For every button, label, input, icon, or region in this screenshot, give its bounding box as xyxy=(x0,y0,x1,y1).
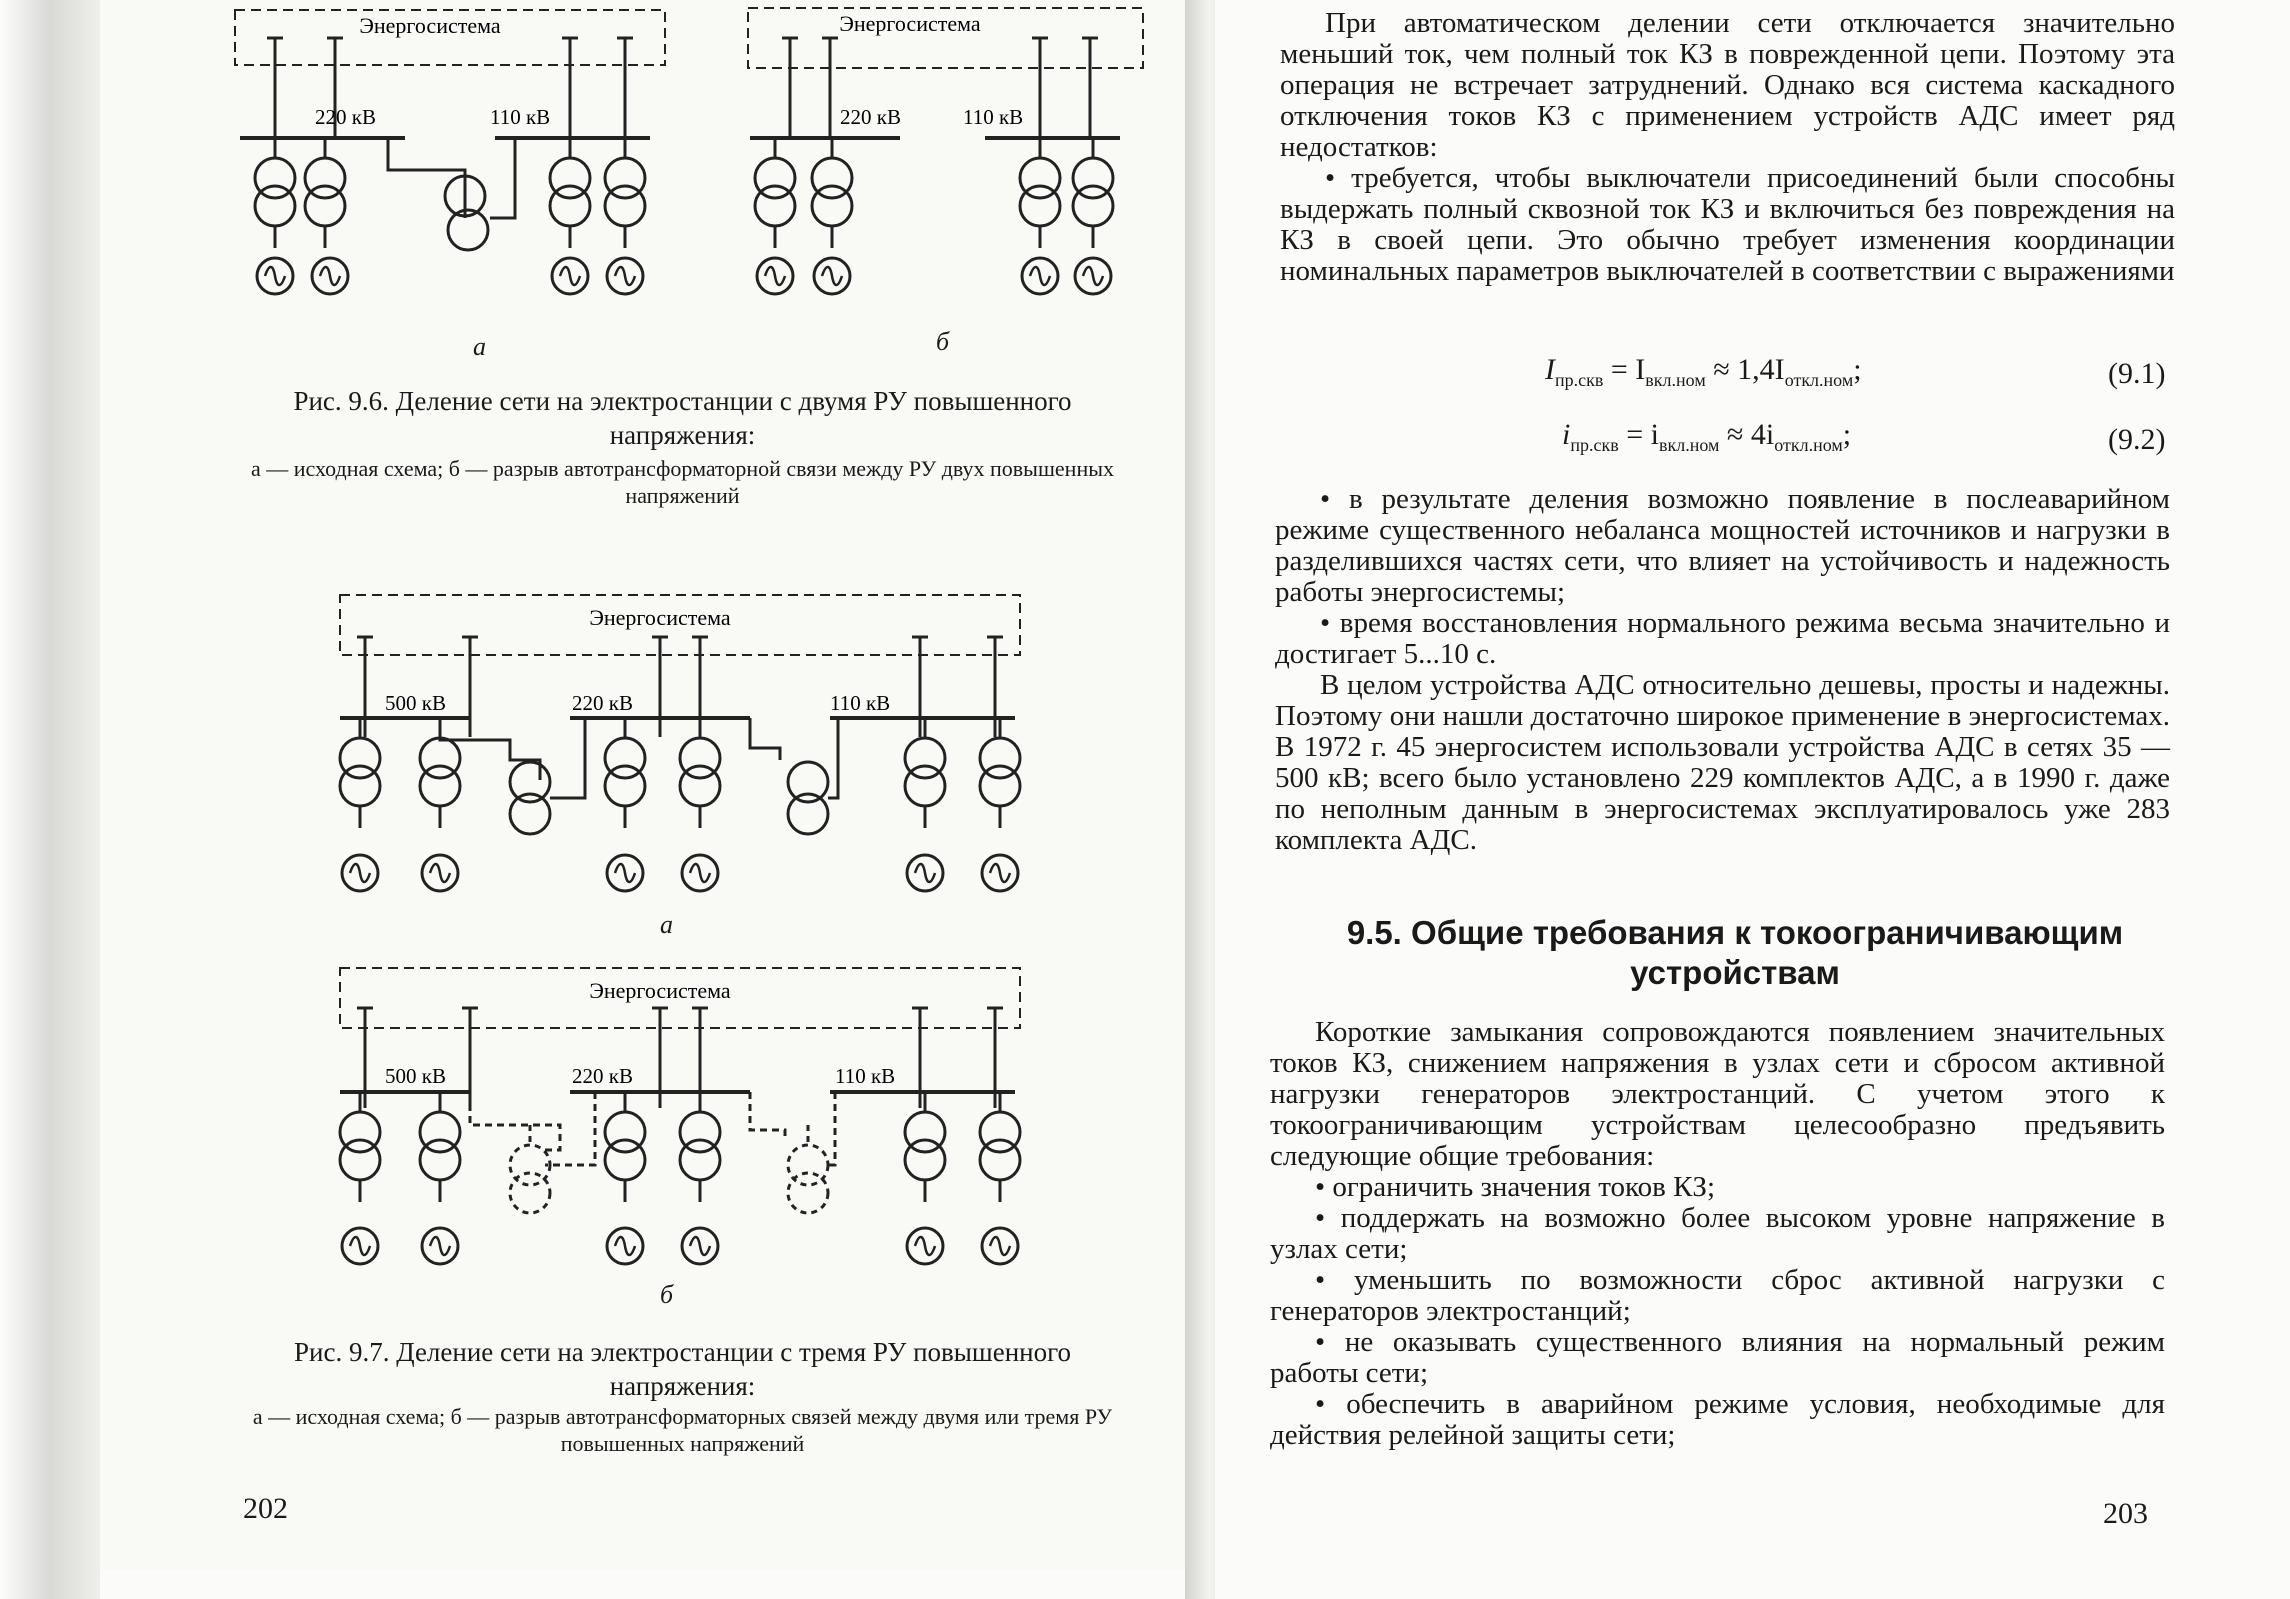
fig96a-110kv: 110 кВ xyxy=(490,105,551,129)
fig96-letter-a: а xyxy=(473,332,486,361)
fig97b-110kv: 110 кВ xyxy=(835,1064,896,1088)
requirements-intro: Короткие замыкания сопровождаются появлением значительных токов КЗ, снижением напряжения в узлах сети и сбросом активной нагрузки генераторов электростанций. С учетом этого к токоограничивающим устройствам целесообразно предъявить следующие общие требования: xyxy=(1270,1016,2165,1172)
fig97a-110kv: 110 кВ xyxy=(830,691,891,715)
fig97b-system-label: Энергосистема xyxy=(589,978,731,1003)
requirement-1: • ограничить значения токов КЗ; xyxy=(1315,1171,1716,1203)
bullet-restore-time: • время восстановления нормального режима весьма значительно и достигает 5...10 с. xyxy=(1275,607,2170,670)
intro-paragraph: При автоматическом делении сети отключается значительно меньший ток, чем полный ток КЗ в поврежденной цепи. Поэтому эта операция не встречает затруднений. Однако вся система каскадного отключения токов КЗ с применением устройств АДС имеет ряд недостатков: xyxy=(1280,7,2175,163)
section-heading-9-5: 9.5. Общие требования к токоограничивающим устройствам xyxy=(1346,914,2124,991)
bullet-breakers: • требуется, чтобы выключатели присоединений были способны выдержать полный сквозной ток КЗ и включиться без повреждения на КЗ в своей цепи. Это обычно требует изменения координации номинальных параметров выключателей в соответствии с выражениями xyxy=(1280,162,2175,287)
fig96a-system-label: Энергосистема xyxy=(359,13,501,38)
fig97a-220kv: 220 кВ xyxy=(572,691,633,715)
fig97a-system-label: Энергосистема xyxy=(589,605,731,630)
requirement-2: • поддержать на возможно более высоком уровне напряжение в узлах сети; xyxy=(1270,1202,2165,1265)
fig-9-7b-schematic xyxy=(340,968,1020,1264)
fig97-letter-b: б xyxy=(660,1280,674,1309)
right-page-body-bottom xyxy=(1270,1017,2165,1451)
right-page-body-top xyxy=(1280,8,2175,287)
fig97-letter-a: а xyxy=(660,910,673,939)
fig-9-6b-schematic xyxy=(748,8,1143,294)
fig97-subcaption: а — исходная схема; б — разрыв автотрансформаторных связей между двумя или тремя РУ повышенных напряжений xyxy=(252,1404,1113,1456)
formula-9-1: $I_{пр.скв} = I_{вкл.ном} \approx 1,4I_{откл.ном}$; xyxy=(1545,353,1862,390)
fig96b-110kv: 110 кВ xyxy=(963,105,1024,129)
fig96b-system-label: Энергосистема xyxy=(839,11,981,36)
requirement-4: • не оказывать существенного влияния на нормальный режим работы сети; xyxy=(1270,1326,2165,1389)
right-page-body-mid xyxy=(1275,484,2170,856)
formula-9-2-number: (9.2) xyxy=(2108,423,2166,456)
formula-9-2: $i_{пр.скв} = i_{вкл.ном} \approx 4i_{откл.ном}$; xyxy=(1562,418,1852,455)
bullet-imbalance: • в результате деления возможно появление в послеаварийном режиме существенного небаланса мощностей источников и нагрузки в разделившихся частях сети, что влияет на устойчивость и надежность работы энергосистемы; xyxy=(1275,483,2170,608)
requirement-5: • обеспечить в аварийном режиме условия, необходимые для действия релейной защиты сети; xyxy=(1270,1388,2165,1451)
fig96-caption: Рис. 9.6. Деление сети на электростанции с двумя РУ повышенного напряжения: xyxy=(293,386,1072,450)
page-number-left: 202 xyxy=(243,1492,288,1525)
fig96a-220kv: 220 кВ xyxy=(315,105,376,129)
fig97a-500kv: 500 кВ xyxy=(385,691,446,715)
page-number-right: 203 xyxy=(2103,1497,2148,1530)
fig-9-6a-schematic xyxy=(235,10,665,294)
fig96-letter-b: б xyxy=(936,327,950,356)
requirement-3: • уменьшить по возможности сброс активной нагрузки с генераторов электростанций; xyxy=(1270,1264,2165,1327)
fig96b-220kv: 220 кВ xyxy=(840,105,901,129)
fig97-caption: Рис. 9.7. Деление сети на электростанции с тремя РУ повышенного напряжения: xyxy=(294,1337,1071,1401)
fig97b-220kv: 220 кВ xyxy=(572,1064,633,1088)
formula-9-1-number: (9.1) xyxy=(2108,357,2166,390)
fig97b-500kv: 500 кВ xyxy=(385,1064,446,1088)
summary-paragraph: В целом устройства АДС относительно дешевы, просты и надежны. Поэтому они нашли достаточно широкое применение в энергосистемах. В 1972 г. 45 энергосистем использовали устройства АДС в сетях 35 — 500 кВ; всего было установлено 229 комплектов АДС, а в 1990 г. даже по неполным данным в энергосистемах эксплуатировалось уже 283 комплекта АДС. xyxy=(1275,669,2170,856)
fig-9-7a-schematic xyxy=(340,595,1020,891)
fig96-subcaption: а — исходная схема; б — разрыв автотрансформаторной связи между РУ двух повышенных напряжений xyxy=(251,456,1114,508)
